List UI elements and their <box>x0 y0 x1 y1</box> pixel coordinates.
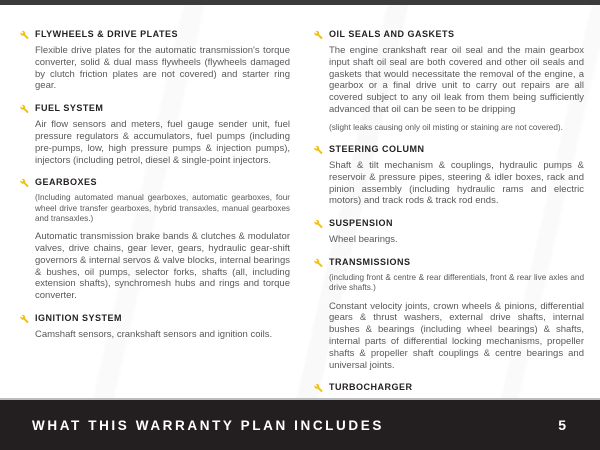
section-heading-row <box>314 382 584 393</box>
footer-bar <box>0 398 600 450</box>
section-heading-row <box>314 144 584 155</box>
section-paragraph: (slight leaks causing only oil misting or staining are not covered). <box>329 122 563 132</box>
section-title: OIL SEALS AND GASKETS <box>329 29 455 39</box>
section-title: GEARBOXES <box>35 177 98 188</box>
wrench-icon <box>20 29 29 40</box>
right-column <box>314 19 584 421</box>
section-heading-row <box>20 177 290 188</box>
section-heading-row <box>20 29 290 40</box>
wrench-icon <box>314 257 323 268</box>
section-gearboxes <box>20 177 290 302</box>
section-paragraph: Air flow sensors and meters, fuel gauge sender unit, fuel pressure regulators & accumulators, fuel pumps (including pre-pumps, low, high pressure pumps & injection pumps), injectors (including petrol, diesel & single-point injectors. <box>35 119 290 166</box>
section-paragraph: Camshaft sensors, crankshaft sensors and ignition coils. <box>35 329 273 341</box>
wrench-icon <box>20 177 29 188</box>
section-title: TURBOCHARGER <box>329 382 413 393</box>
page-content <box>0 5 600 421</box>
section-paragraph: Wheel bearings. <box>329 234 398 246</box>
section-fuel-system <box>20 103 290 166</box>
section-paragraph: (including front & centre & rear differentials, front & rear live axles and drive shafts.) <box>329 273 584 293</box>
section-ignition-system <box>20 313 290 341</box>
wrench-icon <box>20 313 29 324</box>
section-heading-row <box>314 257 584 268</box>
footer-title: WHAT THIS WARRANTY PLAN INCLUDES <box>32 417 384 433</box>
section-heading-row <box>20 313 290 324</box>
section-title: FUEL SYSTEM <box>35 103 104 114</box>
left-column <box>20 19 290 421</box>
section-title: FLYWHEELS & DRIVE PLATES <box>35 29 179 39</box>
wrench-icon <box>20 103 29 114</box>
section-paragraph: Constant velocity joints, crown wheels & pinions, differential gears & thrust washers, external drive shafts, internal bushes & bearings (including wheel bearings) & shafts, internal parts of differential locking mechanisms, propeller shafts & propeller shaft couplings & centre bearings and universal joints. <box>329 300 584 371</box>
section-title: SUSPENSION <box>329 218 394 229</box>
section-paragraph: The engine crankshaft rear oil seal and the main gearbox input shaft oil seal are both covered and other oil seals and gaskets that would necessitate the removal of the engine, a gearbox or a final drive unit to carry out repairs are all covered subject to any oil leak from them being sufficiently advanced that oil can be seen to be dripping <box>329 45 584 115</box>
section-steering-column <box>314 144 584 207</box>
section-paragraph: Shaft & tilt mechanism & couplings, hydraulic pumps & reservoir & pressure pipes, steering & idler boxes, rack and pinion assembly (including hydraulic rams and electric motors) and track rods & track rod ends. <box>329 160 584 207</box>
wrench-icon <box>314 29 323 40</box>
section-heading-row <box>20 103 290 114</box>
section-suspension <box>314 218 584 246</box>
section-heading-row <box>314 218 584 229</box>
section-paragraph: Automatic transmission brake bands & clutches & modulator valves, drive chains, gear lever, gears, hydraulic gear-shift governors & internal servos & valve blocks, internal bearings & bushes, oil pumps, selector forks, shafts (all, including extension shafts), synchromesh hubs and rings and torque converter. <box>35 231 290 302</box>
section-title: TRANSMISSIONS <box>329 257 411 268</box>
section-title: STEERING COLUMN <box>329 144 425 155</box>
wrench-icon <box>314 144 323 155</box>
section-heading-row <box>314 29 584 40</box>
page-number: 5 <box>558 417 566 433</box>
section-oil-seals-and-gaskets <box>314 29 584 133</box>
wrench-icon <box>314 218 323 229</box>
wrench-icon <box>314 382 323 393</box>
section-paragraph: Flexible drive plates for the automatic transmission's torque converter, solid & dual mass flywheels (flywheels damaged by clutch friction plates are not covered) and starter ring gear. <box>35 45 290 92</box>
section-paragraph: (Including automated manual gearboxes, automatic gearboxes, four wheel drive transfer gearboxes, hybrid transaxles, manual gearboxes and transaxles.) <box>35 193 290 223</box>
section-flywheels-drive-plates <box>20 29 290 92</box>
section-transmissions <box>314 257 584 371</box>
section-title: IGNITION SYSTEM <box>35 313 123 324</box>
